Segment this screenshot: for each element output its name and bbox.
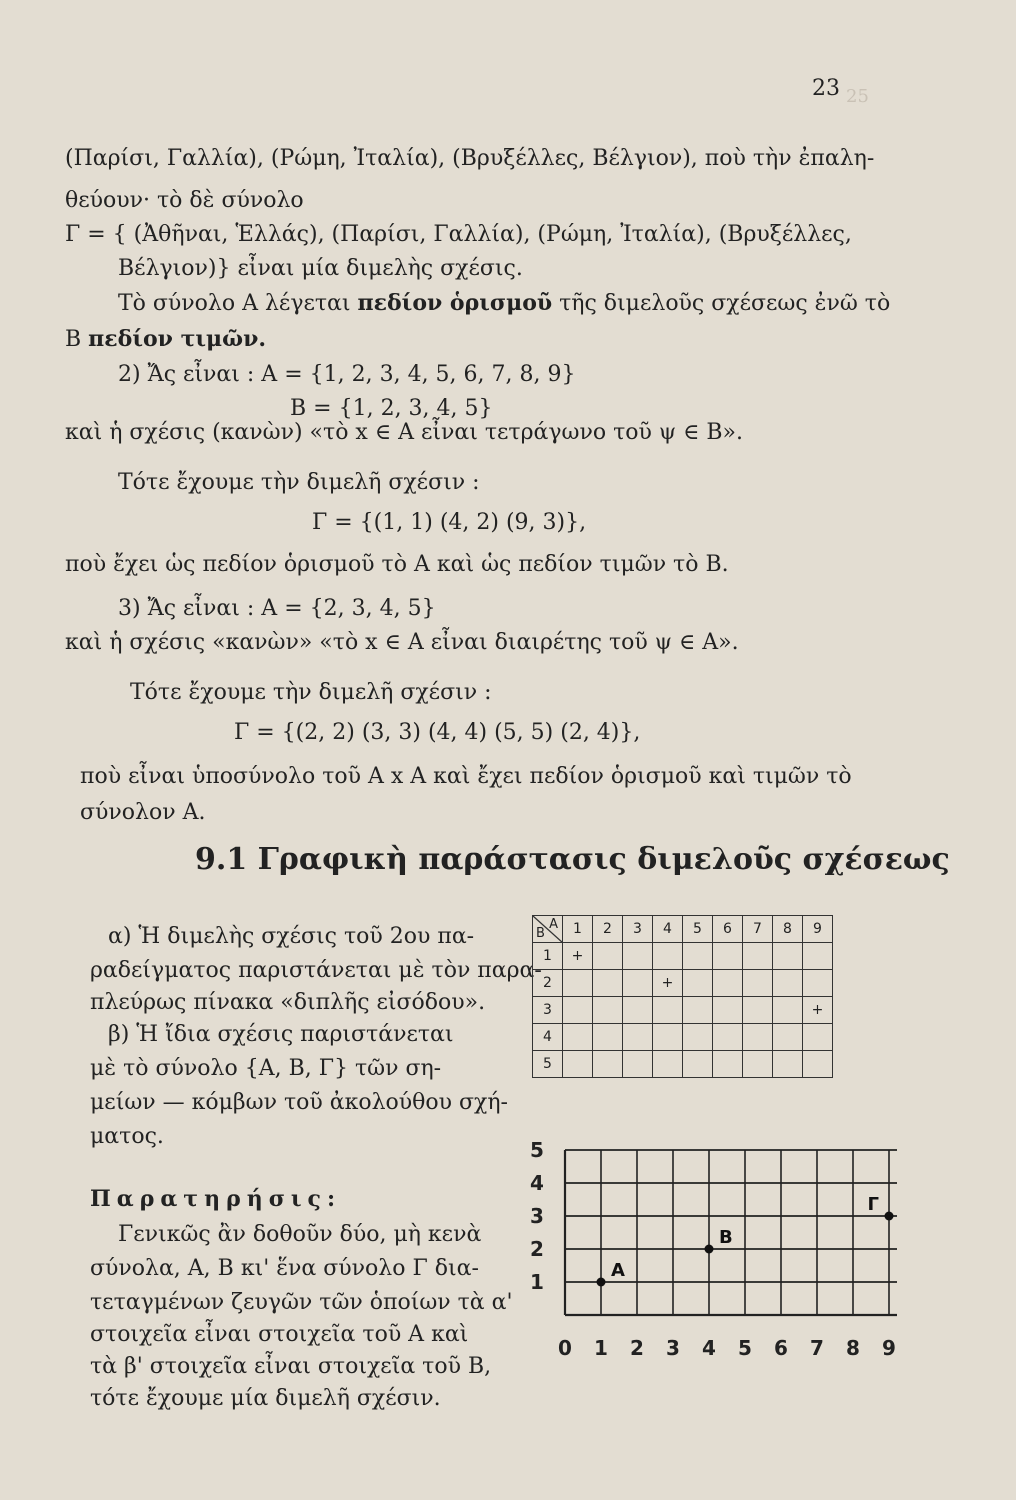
text-line: τὰ β' στοιχεῖα εἶναι στοιχεῖα τοῦ Β, — [90, 1354, 492, 1379]
row-header: 1 — [533, 943, 563, 970]
table-cell — [743, 970, 773, 997]
table-cell — [713, 970, 743, 997]
text-line — [118, 290, 890, 317]
table-cell — [683, 997, 713, 1024]
text-line — [65, 326, 266, 353]
column-header: 8 — [773, 916, 803, 943]
table-cell — [623, 1051, 653, 1078]
node-graph — [515, 1138, 896, 1395]
table-cell: + — [563, 943, 593, 970]
text-line: 3) Ἄς εἶναι : Α = {2, 3, 4, 5} — [118, 596, 436, 621]
column-header: 9 — [803, 916, 833, 943]
text-line: Γενικῶς ἂν δοθοῦν δύο, μὴ κενὰ — [118, 1222, 482, 1247]
text-line: σύνολον Α. — [80, 800, 206, 825]
table-cell — [623, 970, 653, 997]
text-line: Τότε ἔχουμε τὴν διμελῆ σχέσιν : — [118, 470, 480, 495]
text-line: μὲ τὸ σύνολο {Α, Β, Γ} τῶν ση- — [90, 1056, 442, 1081]
table-cell — [743, 1051, 773, 1078]
table-cell — [803, 1024, 833, 1051]
x-axis-label: 8 — [846, 1336, 860, 1360]
x-axis-label: 3 — [666, 1336, 680, 1360]
table-corner-cell — [533, 916, 563, 943]
table-cell — [653, 943, 683, 970]
table-cell — [623, 943, 653, 970]
corner-label-b: B — [536, 926, 545, 941]
y-axis-label: 2 — [530, 1237, 544, 1261]
text-line: Βέλγιον)} εἶναι μία διμελὴς σχέσις. — [118, 256, 523, 281]
column-header: 1 — [563, 916, 593, 943]
table-cell — [773, 970, 803, 997]
table-row — [533, 1024, 833, 1051]
text-line: α) Ἡ διμελὴς σχέσις τοῦ 2ου πα- — [108, 924, 475, 949]
table-cell — [683, 970, 713, 997]
text-line: Γ = {(2, 2) (3, 3) (4, 4) (5, 5) (2, 4)}, — [234, 720, 641, 745]
x-axis-label: 0 — [558, 1336, 572, 1360]
text-line: καὶ ἡ σχέσις (κανὼν) «τὸ x ∈ A εἶναι τετράγωνο τοῦ ψ ∈ Β». — [65, 420, 744, 445]
text-line: τότε ἔχουμε μία διμελῆ σχέσιν. — [90, 1386, 441, 1411]
text-line: ματος. — [90, 1124, 164, 1149]
bold-term-range: πεδίον τιμῶν. — [88, 326, 266, 352]
column-header: 4 — [653, 916, 683, 943]
table-cell — [743, 1024, 773, 1051]
table-header-row — [533, 916, 833, 943]
y-axis-label: 1 — [530, 1270, 544, 1294]
graph-node-Γ — [885, 1212, 894, 1221]
row-header: 2 — [533, 970, 563, 997]
table-cell — [683, 1051, 713, 1078]
table-row — [533, 943, 833, 970]
table-cell: + — [653, 970, 683, 997]
table-cell — [593, 1051, 623, 1078]
table-cell — [773, 1024, 803, 1051]
text-line: πλεύρως πίνακα «διπλῆς εἰσόδου». — [90, 990, 486, 1015]
table-cell — [713, 1051, 743, 1078]
text-line: ποὺ εἶναι ὑποσύνολο τοῦ Α x Α καὶ ἔχει πεδίον ὁρισμοῦ καὶ τιμῶν τὸ — [80, 764, 852, 789]
x-axis-label: 2 — [630, 1336, 644, 1360]
text-line: Τότε ἔχουμε τὴν διμελῆ σχέσιν : — [130, 680, 492, 705]
table-row — [533, 1051, 833, 1078]
column-header: 5 — [683, 916, 713, 943]
remark-title: Παρατηρήσις: — [90, 1186, 342, 1212]
x-axis-label: 1 — [594, 1336, 608, 1360]
row-header: 3 — [533, 997, 563, 1024]
text-line: μείων — κόμβων τοῦ ἀκολούθου σχή- — [90, 1090, 508, 1115]
table-cell — [623, 1024, 653, 1051]
table-cell — [593, 943, 623, 970]
table-cell — [803, 1051, 833, 1078]
table-cell — [773, 997, 803, 1024]
table-cell — [563, 1051, 593, 1078]
text-span: τῆς διμελοῦς σχέσεως ἐνῶ τὸ — [559, 291, 891, 316]
table-cell — [593, 970, 623, 997]
x-axis-label: 4 — [702, 1336, 716, 1360]
text-line: Β = {1, 2, 3, 4, 5} — [290, 396, 493, 421]
text-line: (Παρίσι, Γαλλία), (Ρώμη, Ἰταλία), (Βρυξέλλες, Βέλγιον), ποὺ τὴν ἐπαλη- — [65, 146, 875, 171]
graph-node-B — [705, 1245, 714, 1254]
graph-node-label: B — [719, 1227, 733, 1248]
y-axis-label: 4 — [530, 1171, 544, 1195]
bold-term-domain: πεδίον ὁρισμοῦ — [357, 290, 553, 316]
text-span: Β — [65, 327, 82, 352]
text-line: Γ = { (Ἀθῆναι, Ἑλλάς), (Παρίσι, Γαλλία), (Ρώμη, Ἰταλία), (Βρυξέλλες, — [65, 222, 852, 247]
table-cell — [593, 997, 623, 1024]
corner-label-a: A — [549, 917, 558, 932]
x-axis-label: 7 — [810, 1336, 824, 1360]
table-cell — [803, 943, 833, 970]
row-header: 4 — [533, 1024, 563, 1051]
table-cell — [713, 943, 743, 970]
text-line: τεταγμένων ζευγῶν τῶν ὁποίων τὰ α' — [90, 1290, 513, 1315]
graph-node-label: A — [611, 1260, 625, 1281]
table-cell — [653, 1024, 683, 1051]
row-header: 5 — [533, 1051, 563, 1078]
table-row — [533, 970, 833, 997]
column-header: 6 — [713, 916, 743, 943]
column-header: 3 — [623, 916, 653, 943]
table-cell — [563, 997, 593, 1024]
x-axis-label: 5 — [738, 1336, 752, 1360]
table-cell — [653, 1051, 683, 1078]
table-cell — [803, 970, 833, 997]
graph-node-A — [597, 1278, 606, 1287]
table-cell: + — [803, 997, 833, 1024]
graph-node-label: Γ — [867, 1194, 879, 1215]
table-cell — [653, 997, 683, 1024]
x-axis-label: 9 — [882, 1336, 896, 1360]
table-cell — [563, 970, 593, 997]
table-cell — [683, 943, 713, 970]
text-line: 2) Ἄς εἶναι : Α = {1, 2, 3, 4, 5, 6, 7, 8, 9} — [118, 362, 576, 387]
double-entry-table — [532, 915, 833, 1078]
table-cell — [773, 943, 803, 970]
section-title: 9.1 Γραφικὴ παράστασις διμελοῦς σχέσεως — [195, 842, 950, 877]
text-line: ραδείγματος παριστάνεται μὲ τὸν παρα- — [90, 958, 542, 983]
text-line: β) Ἡ ἴδια σχέσις παριστάνεται — [108, 1022, 454, 1047]
text-line: στοιχεῖα εἶναι στοιχεῖα τοῦ Α καὶ — [90, 1322, 469, 1347]
text-line: καὶ ἡ σχέσις «κανὼν» «τὸ x ∈ A εἶναι διαιρέτης τοῦ ψ ∈ Α». — [65, 630, 739, 655]
text-line: σύνολα, Α, Β κι' ἕνα σύνολο Γ δια- — [90, 1256, 479, 1281]
column-header: 2 — [593, 916, 623, 943]
y-axis-label: 5 — [530, 1138, 544, 1162]
table-cell — [623, 997, 653, 1024]
table-cell — [713, 1024, 743, 1051]
column-header: 7 — [743, 916, 773, 943]
page-number: 23 — [812, 76, 840, 101]
table-cell — [743, 997, 773, 1024]
table-cell — [743, 943, 773, 970]
table-cell — [713, 997, 743, 1024]
text-span: Τὸ σύνολο Α λέγεται — [118, 291, 351, 316]
y-axis-label: 3 — [530, 1204, 544, 1228]
text-line: ποὺ ἔχει ὡς πεδίον ὁρισμοῦ τὸ Α καὶ ὡς πεδίον τιμῶν τὸ Β. — [65, 552, 729, 577]
text-line: θεύουν· τὸ δὲ σύνολο — [65, 188, 304, 213]
table-cell — [563, 1024, 593, 1051]
table-cell — [593, 1024, 623, 1051]
ghost-page-number: 25 — [846, 86, 869, 107]
x-axis-label: 6 — [774, 1336, 788, 1360]
table-row — [533, 997, 833, 1024]
table-cell — [683, 1024, 713, 1051]
text-line: Γ = {(1, 1) (4, 2) (9, 3)}, — [312, 510, 587, 535]
table-cell — [773, 1051, 803, 1078]
